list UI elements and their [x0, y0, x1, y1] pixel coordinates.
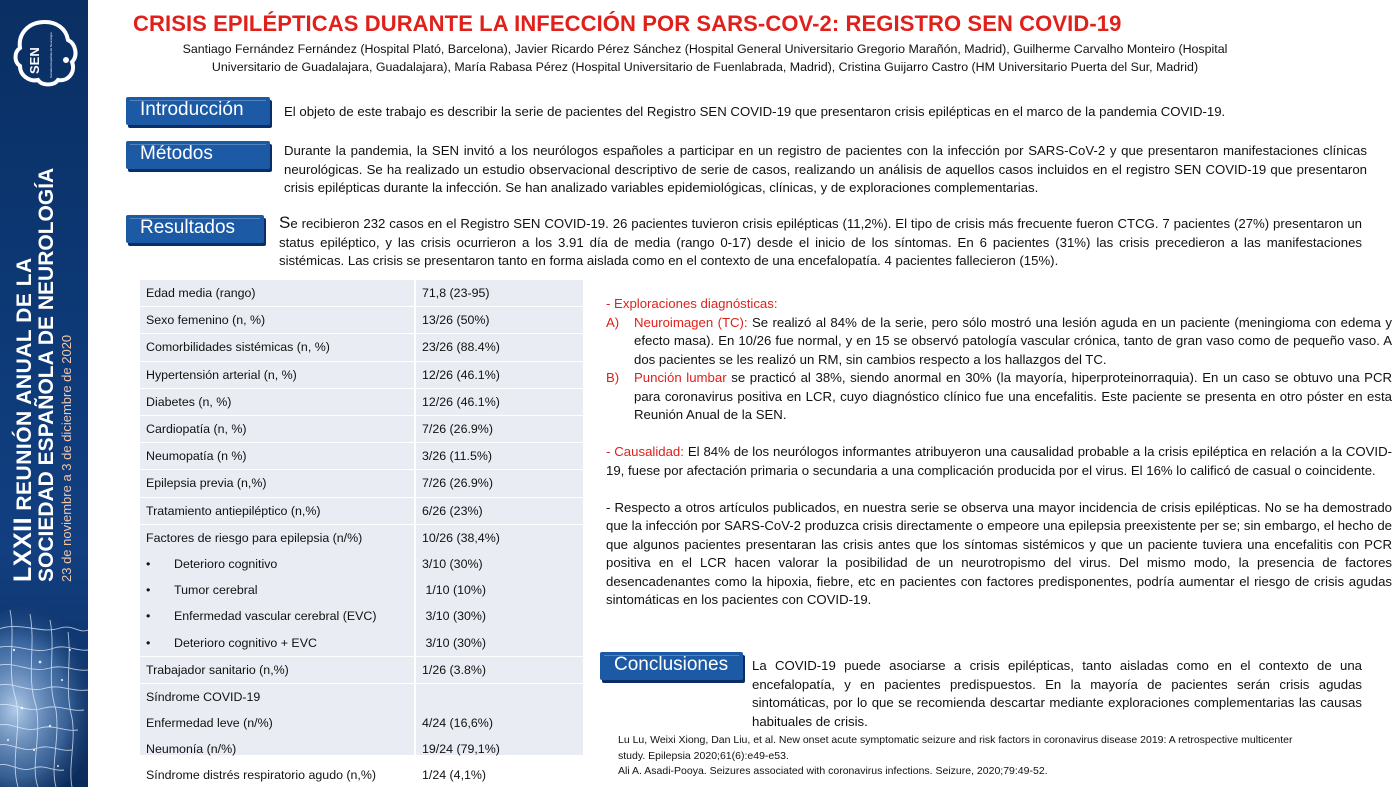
table-cell-label [140, 334, 415, 361]
authors-line1: Santiago Fernández Fernández (Hospital Plató, Barcelona), Javier Ricardo Pérez Sánchez (Hospital General Universitario Gregorio Marañón, Madrid), Guilherme Carvalho Monteiro (Hospital [182, 42, 1228, 56]
table-row [140, 577, 583, 603]
table-cell-label [140, 524, 415, 551]
table-cell-label [140, 656, 415, 683]
logo-text: SEN [27, 47, 42, 74]
row-label: Trabajador sanitario (n,%) [146, 662, 289, 677]
table-row [140, 736, 583, 762]
row-label: Tratamiento antiepiléptico (n,%) [146, 503, 321, 518]
row-label: Enfermedad vascular cerebral (EVC) [174, 609, 377, 624]
edition-number: LXXII [9, 516, 37, 582]
item-a-label: Neuroimagen (TC): [634, 314, 748, 330]
item-b-mark: B) [606, 370, 620, 385]
item-b-label: Punción lumbar [634, 370, 727, 385]
table-cell-label [140, 497, 415, 524]
title-line2: SOCIEDAD ESPAÑOLA DE NEUROLOGÍA [35, 167, 58, 582]
bullet-icon: • [146, 635, 151, 650]
table-row [140, 762, 583, 789]
row-label: Tumor cerebral [174, 583, 258, 598]
item-a-mark: A) [606, 314, 620, 330]
table-row [140, 497, 583, 524]
list-item-neuroimaging [606, 314, 1392, 370]
intro-tab: Introducción [126, 97, 270, 125]
causality-paragraph [606, 443, 1392, 480]
table-row [140, 415, 583, 442]
table-cell-value: 19/24 (79,1%) [422, 742, 500, 757]
intro-text: El objeto de este trabajo es describir la serie de pacientes del Registro SEN COVID-19 que presentaron crisis epilépticas en el marco de la pandemia COVID-19. [284, 104, 1226, 119]
table-cell-label [140, 577, 415, 603]
row-label: Hypertensión arterial (n, %) [146, 367, 297, 382]
poster-title: CRISIS EPILÉPTICAS DURANTE LA INFECCIÓN POR SARS-COV-2: REGISTRO SEN COVID-19 [133, 11, 1122, 36]
row-label: Diabetes (n, %) [146, 394, 232, 409]
item-b-text: se practicó al 38%, siendo anormal en 30% (la mayoría, hiperproteinorraquia). En un caso se obtuvo una PCR para coronavirus positiva en LCR, cuyo diagnóstico clínico fue una encefalitis. Este paciente se presenta en otro póster en esta Reunión Anual de la SEN. [634, 370, 1392, 422]
table-cell-label [140, 736, 415, 762]
logo-subtext: Sociedad Española de Neurología [49, 32, 53, 78]
table-cell-label [140, 415, 415, 442]
row-label: Síndrome COVID-19 [146, 689, 261, 704]
table-cell-value: 6/26 (23%) [415, 497, 583, 524]
causality-label: - Causalidad: [606, 444, 684, 459]
references [618, 733, 1378, 780]
table-cell-label [140, 443, 415, 470]
table-cell-label [140, 762, 415, 789]
table-row [140, 470, 583, 497]
table-cell-label [140, 361, 415, 388]
table-cell-label [140, 683, 415, 710]
table-row [140, 443, 583, 470]
authors [140, 40, 1270, 76]
row-label: Deterioro cognitivo [174, 556, 278, 571]
explorations-heading: - Exploraciones diagnósticas: [606, 296, 778, 311]
row-label: Enfermedad leve (n/%) [146, 716, 273, 731]
table-cell-value: 4/24 (16,6%) [422, 716, 493, 731]
table-cell-value: 1/10 (10%) [422, 583, 487, 598]
conclusions-tab: Conclusiones [600, 652, 743, 680]
results-tab: Resultados [126, 215, 264, 243]
reference-1-line1: Lu Lu, Weixi Xiong, Dan Liu, et al. New onset acute symptomatic seizure and risk factors in coronavirus disease 2019: A retrospective multicenter [618, 734, 1293, 746]
table-row [140, 629, 583, 656]
bullet-icon: • [146, 556, 151, 571]
table-cell-value: 7/26 (26.9%) [415, 415, 583, 442]
row-label: Sexo femenino (n, %) [146, 313, 266, 328]
table-cell-label [140, 280, 415, 307]
comparison-paragraph: - Respecto a otros artículos publicados, en nuestra serie se observa una mayor incidencia de crisis epilépticas. No se ha demostrado que la infección por SARS-CoV-2 produzca crisis directamente o empeore una epilepsia preexistente per se; sin embargo, el hecho de que algunos pacientes presentaran las crisis antes que los síntomas sistémicos y que un paciente tuviera una encefalitis con PCR positiva en el LCR hacen valorar la posibilidad de un neurotropismo del virus. Del mismo modo, la presencia de factores desencadenantes como la hipoxia, fiebre, etc en pacientes con factores predisponentes, podría aumentar el riesgo de crisis agudas sintomáticas en los pacientes con COVID-19. [606, 499, 1392, 607]
table-cell-value: 1/26 (3.8%) [415, 656, 583, 683]
item-a-text: Se realizó al 84% de la serie, pero sólo mostró una lesión aguda en un paciente (meningioma con edema y efecto masa). En 10/26 fue normal, y en 15 se observó patología vascular crónica, tanto de gran vaso como de pequeño vaso. A dos pacientes se les realizó un RM, sin cambios respecto a los hallazgos del TC. [634, 314, 1392, 367]
row-label: Síndrome distrés respiratorio agudo (n,%) [146, 768, 377, 783]
bullet-icon: • [146, 609, 151, 624]
table-cell-value: 12/26 (46.1%) [415, 388, 583, 415]
row-label: Epilepsia previa (n,%) [146, 476, 267, 491]
table-row [140, 524, 583, 551]
table-row [140, 361, 583, 388]
table-row [140, 334, 583, 361]
row-label: Deterioro cognitivo + EVC [174, 635, 317, 650]
side-title [9, 167, 76, 582]
discussion-block [606, 295, 1392, 610]
table-cell-label [140, 307, 415, 334]
table-cell-label [140, 629, 415, 656]
row-label: Neumonía (n/%) [146, 742, 237, 757]
table-cell-label [140, 710, 415, 736]
methods-text: Durante la pandemia, la SEN invitó a los neurólogos españoles a participar en un registro de pacientes con la infección por SARS-CoV-2 y que presentaron manifestaciones clínicas neurológicas. Se ha realizado un estudio observacional descriptivo de serie de casos, realizando un análisis de aquellos casos incluidos en el registro SEN COVID-19 que presentaron crisis epilépticas durante la infección. Se han analizado variables epidemiológicas, clínicas, y de exploraciones complementarias. [284, 143, 1367, 195]
table-row [140, 710, 583, 736]
table-cell-value: 3/10 (30%) [415, 629, 583, 656]
title-line1: REUNIÓN ANUAL DE LA [13, 257, 36, 511]
table-cell-label [140, 603, 415, 629]
table-row [140, 307, 583, 334]
side-banner [0, 0, 88, 787]
results-table [140, 280, 583, 783]
table-row [140, 683, 583, 710]
causality-text: El 84% de los neurólogos informantes atribuyeron una causalidad probable a la crisis epiléptica en relación a la COVID-19, fuese por afectación primaria o secundaria a una complicación producida por el virus. El 16% lo calificó de casual o coincidente. [606, 444, 1393, 478]
table-cell-value: 7/26 (26.9%) [415, 470, 583, 497]
reference-1-line2: study. Epilepsia 2020;61(6):e49-e53. [618, 749, 789, 762]
table-cell-value: 3/10 (30%) [422, 609, 487, 624]
results-text [279, 214, 1362, 271]
row-label: Comorbilidades sistémicas (n, %) [146, 340, 330, 355]
event-dates: 23 de noviembre a 3 de diciembre de 2020 [59, 334, 74, 582]
reference-2: Ali A. Asadi-Pooya. Seizures associated with coronavirus infections. Seizure, 2020;79:49-52. [618, 765, 1048, 777]
table-row [140, 551, 583, 577]
table-cell-value: 23/26 (88.4%) [415, 334, 583, 361]
conclusions-text: La COVID-19 puede asociarse a crisis epilépticas, tanto aisladas como en el contexto de una encefalopatía, y en pacientes predispuestos. En la mayoría de pacientes serán crisis agudas sintomáticas, por lo que se recomienda descartar mediante exploraciones complementarias las causas habituales de crisis. [752, 658, 1362, 729]
brain-illustration [0, 590, 88, 787]
row-label: Neumopatía (n %) [146, 449, 247, 464]
methods-tab: Métodos [126, 141, 270, 169]
row-label: Factores de riesgo para epilepsia (n/%) [146, 530, 363, 545]
table-cell-value: 3/10 (30%) [422, 556, 483, 571]
row-label: Edad media (rango) [146, 286, 256, 301]
table-row [140, 280, 583, 307]
table-cell-value: 1/24 (4,1%) [415, 762, 583, 789]
table-cell-label [140, 551, 415, 577]
table-cell-value: 10/26 (38,4%) [422, 530, 500, 545]
table-row [140, 388, 583, 415]
table-cell-value: 71,8 (23-95) [415, 280, 583, 307]
table-cell-label [140, 470, 415, 497]
sen-logo [8, 16, 82, 90]
table-cell-value: 12/26 (46.1%) [415, 361, 583, 388]
authors-line2: Universitario de Guadalajara, Guadalajara), María Rabasa Pérez (Hospital Universitario de Fuenlabrada, Madrid), Cristina Guijarro Castro (HM Universitario Puerta del Sur, Madrid) [211, 60, 1199, 74]
table-row [140, 656, 583, 683]
list-item-lumbar-puncture [606, 369, 1392, 425]
results-body: e recibieron 232 casos en el Registro SEN COVID-19. 26 pacientes tuvieron crisis epilépticas (11,2%). El tipo de crisis más frecuente fueron CTCG. 7 pacientes (27%) presentaron un status epiléptico, y las crisis ocurrieron a los 3.91 día de media (rango 0-17) desde el inicio de los síntomas. En 6 pacientes (31%) las crisis precedieron a las manifestaciones sistémicas. Las crisis se presentaron tanto en forma aislada como en el contexto de una encefalopatía. 4 pacientes fallecieron (15%). [279, 216, 1362, 268]
table-row [140, 603, 583, 629]
table-cell-value: 13/26 (50%) [415, 307, 583, 334]
results-dropcap: S [279, 213, 291, 232]
table-cell-value [415, 683, 583, 710]
table-cell-label [140, 388, 415, 415]
table-cell-value: 3/26 (11.5%) [415, 443, 583, 470]
row-label: Cardiopatía (n, %) [146, 422, 247, 437]
bullet-icon: • [146, 583, 151, 598]
